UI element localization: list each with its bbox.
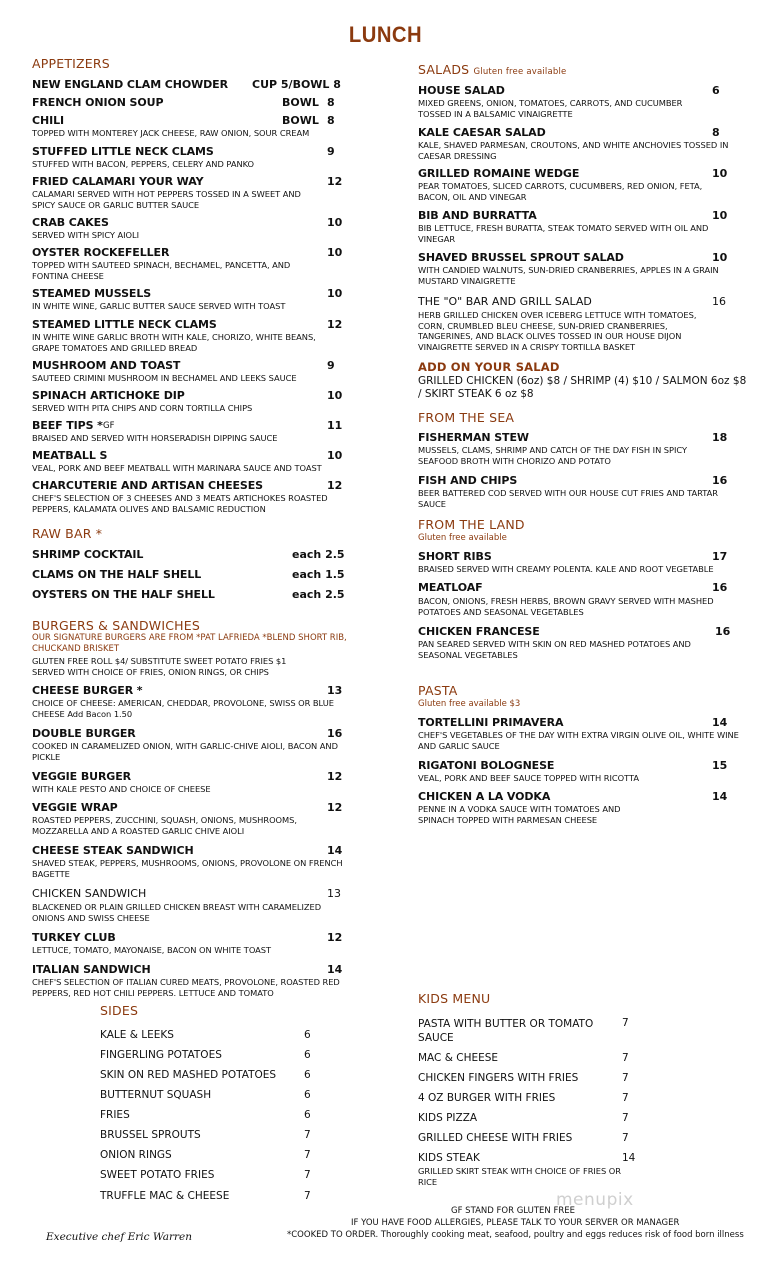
menu-item-price: 9: [327, 359, 335, 372]
salads-gluten-free-note: Gluten free available: [473, 67, 567, 77]
menu-item-price: 16: [712, 295, 726, 308]
menu-item-desc: SAUTEED CRIMINI MUSHROOM IN BECHAMEL AND LEEKS SAUCE: [32, 373, 297, 383]
menu-item-price: CUP 5/BOWL 8: [252, 78, 341, 91]
side-item-name: ONION RINGS: [100, 1149, 172, 1161]
menu-item-price: 12: [327, 931, 343, 944]
footer-gluten-free-note: GF STAND FOR GLUTEN FREE: [451, 1206, 575, 1216]
from-the-land-heading: FROM THE LAND: [418, 517, 525, 532]
menu-item-desc: CHEF'S SELECTION OF 3 CHEESES AND 3 MEATS ARTICHOKES ROASTED PEPPERS, KALAMATA OLIVES AND BALSAMIC REDUCTION: [32, 493, 328, 514]
menu-item-desc: MIXED GREENS, ONION, TOMATOES, CARROTS, AND CUCUMBER TOSSED IN A BALSAMIC VINAIGRETTE: [418, 98, 683, 119]
menu-item-name: CHILI: [32, 114, 64, 127]
add-on-heading: ADD ON YOUR SALAD: [418, 360, 560, 374]
kids-item-name: KIDS STEAK: [418, 1152, 480, 1164]
kids-item-price: 7: [622, 1092, 629, 1104]
add-on-options: GRILLED CHICKEN (6oz) $8 / SHRIMP (4) $10 / SALMON 6oz $8 / SKIRT STEAK 6 oz $8: [418, 375, 747, 400]
menu-item-desc: COOKED IN CARAMELIZED ONION, WITH GARLIC-CHIVE AIOLI, BACON AND PICKLE: [32, 741, 338, 762]
menu-item-desc: HERB GRILLED CHICKEN OVER ICEBERG LETTUCE WITH TOMATOES, CORN, CRUMBLED BLEU CHEESE, SUN-DRIED CRANBERRIES, TANGERINES, AND BLACK OLIVES TOSSED IN OUR HOUSE DIJON VINAIGRETTE SERVED IN A CRISPY TORTILLA BASKET: [418, 310, 697, 352]
menu-item-price: 15: [712, 759, 728, 772]
menu-item-name: SPINACH ARTICHOKE DIP: [32, 389, 185, 402]
menu-item-desc: TOPPED WITH SAUTEED SPINACH, BECHAMEL, PANCETTA, AND FONTINA CHEESE: [32, 260, 291, 281]
menu-item-price: 14: [712, 716, 728, 729]
salads-heading-text: SALADS: [418, 62, 470, 77]
kids-item-price: 7: [622, 1052, 629, 1064]
menu-item-price: 17: [712, 550, 728, 563]
menu-item-desc: IN WHITE WINE GARLIC BROTH WITH KALE, CHORIZO, WHITE BEANS, GRAPE TOMATOES AND GRILLED BREAD: [32, 332, 316, 353]
menu-item-name: STEAMED LITTLE NECK CLAMS: [32, 318, 217, 331]
menu-item-desc: IN WHITE WINE, GARLIC BUTTER SAUCE SERVED WITH TOAST: [32, 301, 286, 311]
menu-item-desc: PEAR TOMATOES, SLICED CARROTS, CUCUMBERS, RED ONION, FETA, BACON, OIL AND VINEGAR: [418, 181, 703, 202]
menu-item-price: 10: [712, 167, 728, 180]
side-item-price: 6: [304, 1069, 311, 1081]
menu-item-desc: VEAL, PORK AND BEEF MEATBALL WITH MARINARA SAUCE AND TOAST: [32, 463, 322, 473]
side-item-name: BUTTERNUT SQUASH: [100, 1089, 212, 1101]
menu-item-desc: BLACKENED OR PLAIN GRILLED CHICKEN BREAST WITH CARAMELIZED ONIONS AND SWISS CHEESE: [32, 902, 322, 923]
menu-item-price: 11: [327, 419, 343, 432]
kids-item-name: PASTA WITH BUTTER OR TOMATO SAUCE: [418, 1018, 594, 1044]
menu-item-name: VEGGIE WRAP: [32, 801, 118, 814]
kids-menu-heading: KIDS MENU: [418, 991, 491, 1006]
menu-item-name: CHICKEN SANDWICH: [32, 887, 147, 900]
kids-item-name: GRILLED CHEESE WITH FRIES: [418, 1132, 573, 1144]
side-item-name: FRIES: [100, 1109, 130, 1121]
menu-item-price: 16: [715, 625, 731, 638]
menu-item-desc: PAN SEARED SERVED WITH SKIN ON RED MASHED POTATOES AND SEASONAL VEGETABLES: [418, 639, 691, 660]
side-item-name: BRUSSEL SPROUTS: [100, 1129, 201, 1141]
menu-item-desc: VEAL, PORK AND BEEF SAUCE TOPPED WITH RICOTTA: [418, 773, 639, 783]
kids-item-name: CHICKEN FINGERS WITH FRIES: [418, 1072, 579, 1084]
menu-item-price: 10: [327, 246, 343, 259]
side-item-price: 6: [304, 1049, 311, 1061]
kids-item-price: 7: [622, 1017, 629, 1029]
kids-item-name: MAC & CHEESE: [418, 1052, 499, 1064]
menu-item-desc: MUSSELS, CLAMS, SHRIMP AND CATCH OF THE DAY FISH IN SPICY SEAFOOD BROTH WITH CHORIZO AND POTATO: [418, 445, 687, 466]
salads-heading: [418, 62, 566, 77]
menu-item-desc: LETTUCE, TOMATO, MAYONAISE, BACON ON WHITE TOAST: [32, 945, 272, 955]
menu-item-name: CHEESE STEAK SANDWICH: [32, 844, 194, 857]
menu-item-name: THE "O" BAR AND GRILL SALAD: [418, 295, 592, 308]
gluten-free-tag: GF: [103, 421, 115, 431]
menu-item-desc: WITH KALE PESTO AND CHOICE OF CHEESE: [32, 784, 211, 794]
menu-item-desc: CALAMARI SERVED WITH HOT PEPPERS TOSSED IN A SWEET AND SPICY SAUCE OR GARLIC BUTTER SAUCE: [32, 189, 301, 210]
executive-chef-credit: Executive chef Eric Warren: [46, 1231, 193, 1243]
menu-item-desc: BRAISED SERVED WITH CREAMY POLENTA. KALE AND ROOT VEGETABLE: [418, 564, 714, 574]
menu-item-desc: BEER BATTERED COD SERVED WITH OUR HOUSE CUT FRIES AND TARTAR SAUCE: [418, 488, 719, 509]
kids-item-price: 7: [622, 1112, 629, 1124]
side-item-price: 6: [304, 1109, 311, 1121]
menu-item-desc: BACON, ONIONS, FRESH HERBS, BROWN GRAVY SERVED WITH MASHED POTATOES AND SEASONAL VEGETABLES: [418, 596, 714, 617]
menu-item-name: MUSHROOM AND TOAST: [32, 359, 181, 372]
menu-item-desc: SHAVED STEAK, PEPPERS, MUSHROOMS, ONIONS, PROVOLONE ON FRENCH BAGETTE: [32, 858, 343, 879]
menu-item-price: 8: [712, 126, 720, 139]
appetizers-heading: APPETIZERS: [32, 56, 110, 71]
raw-bar-heading: RAW BAR *: [32, 526, 103, 541]
menu-item-name: SHRIMP COCKTAIL: [32, 548, 144, 561]
kids-item-price: 14: [622, 1152, 636, 1164]
menu-item-name: CHICKEN FRANCESE: [418, 625, 540, 638]
menu-item-price: 12: [327, 479, 343, 492]
side-item-price: 6: [304, 1089, 311, 1101]
kids-item-name: KIDS PIZZA: [418, 1112, 478, 1124]
menu-item-price: 18: [712, 431, 728, 444]
served-with-note: SERVED WITH CHOICE OF FRIES, ONION RINGS, OR CHIPS: [32, 667, 269, 677]
menu-item-name: MEATLOAF: [418, 581, 483, 594]
menu-item-name: DOUBLE BURGER: [32, 727, 136, 740]
menu-item-name: OYSTERS ON THE HALF SHELL: [32, 588, 215, 601]
side-item-name: SWEET POTATO FRIES: [100, 1169, 215, 1181]
menu-item-price-label: BOWL: [282, 96, 319, 109]
menu-item-price: 14: [327, 963, 343, 976]
signature-burger-note: OUR SIGNATURE BURGERS ARE FROM *PAT LAFRIEDA *BLEND SHORT RIB, CHUCKAND BRISKET: [32, 633, 347, 654]
menu-item-name: CHICKEN A LA VODKA: [418, 790, 551, 803]
menu-item-price-label: BOWL: [282, 114, 319, 127]
menu-item-desc: SERVED WITH SPICY AIOLI: [32, 230, 140, 240]
menu-item-name: GRILLED ROMAINE WEDGE: [418, 167, 580, 180]
menu-item-price: 12: [327, 318, 343, 331]
side-item-name: SKIN ON RED MASHED POTATOES: [100, 1069, 277, 1081]
side-item-name: KALE & LEEKS: [100, 1029, 174, 1041]
side-item-name: TRUFFLE MAC & CHEESE: [100, 1190, 230, 1202]
menu-item-name: RIGATONI BOLOGNESE: [418, 759, 555, 772]
menu-item-desc: KALE, SHAVED PARMESAN, CROUTONS, AND WHITE ANCHOVIES TOSSED IN CAESAR DRESSING: [418, 140, 729, 161]
menu-item-desc: WITH CANDIED WALNUTS, SUN-DRIED CRANBERRIES, APPLES IN A GRAIN MUSTARD VINAIGRETTE: [418, 265, 719, 286]
menu-item-name: FISHERMAN STEW: [418, 431, 529, 444]
menu-item-price: 14: [327, 844, 343, 857]
menu-item-name: HOUSE SALAD: [418, 84, 505, 97]
menu-item-desc: PENNE IN A VODKA SAUCE WITH TOMATOES AND SPINACH TOPPED WITH PARMESAN CHEESE: [418, 804, 621, 825]
side-item-price: 7: [304, 1190, 311, 1202]
kids-item-name: 4 OZ BURGER WITH FRIES: [418, 1092, 556, 1104]
side-item-price: 6: [304, 1029, 311, 1041]
menu-item-name: SHORT RIBS: [418, 550, 492, 563]
menu-item-desc: BIB LETTUCE, FRESH BURATTA, STEAK TOMATO SERVED WITH OIL AND VINEGAR: [418, 223, 709, 244]
menu-item-price: 14: [712, 790, 728, 803]
menu-item-name: STEAMED MUSSELS: [32, 287, 152, 300]
side-item-name: FINGERLING POTATOES: [100, 1049, 222, 1061]
menu-item-price: each 1.5: [292, 568, 345, 581]
menu-item-name: VEGGIE BURGER: [32, 770, 132, 783]
kids-item-price: 7: [622, 1072, 629, 1084]
side-item-price: 7: [304, 1169, 311, 1181]
menu-item-price: 10: [712, 209, 728, 222]
menu-item-desc: TOPPED WITH MONTEREY JACK CHEESE, RAW ONION, SOUR CREAM: [32, 128, 310, 138]
menu-item-name: NEW ENGLAND CLAM CHOWDER: [32, 78, 228, 91]
menu-item-price: 6: [712, 84, 720, 97]
menu-item-name: FRIED CALAMARI YOUR WAY: [32, 175, 204, 188]
menu-item-price: 16: [712, 474, 728, 487]
menu-item-name: FRENCH ONION SOUP: [32, 96, 164, 109]
menu-item-price: 9: [327, 145, 335, 158]
menu-item-price: 16: [712, 581, 728, 594]
menu-item-desc: CHEF'S SELECTION OF ITALIAN CURED MEATS, PROVOLONE, ROASTED RED PEPPERS, RED HOT CHILI PEPPERS. LETTUCE AND TOMATO: [32, 977, 340, 998]
watermark: menupix: [556, 1190, 634, 1210]
menu-item-name: ITALIAN SANDWICH: [32, 963, 151, 976]
menu-item-price: 10: [327, 449, 343, 462]
menu-item-name: KALE CAESAR SALAD: [418, 126, 546, 139]
menu-item-price: 12: [327, 175, 343, 188]
menu-item-name: BEEF TIPS *: [32, 419, 103, 432]
page-title: LUNCH: [348, 22, 423, 47]
footer-allergy-note: IF YOU HAVE FOOD ALLERGIES, PLEASE TALK TO YOUR SERVER OR MANAGER: [351, 1218, 680, 1228]
pasta-heading: PASTA: [418, 683, 458, 698]
menu-item-price: each 2.5: [292, 548, 345, 561]
menu-item-price: 8: [327, 96, 335, 109]
menu-item-name: CHEESE BURGER *: [32, 684, 143, 697]
menu-item-price: 10: [327, 287, 343, 300]
kids-item-price: 7: [622, 1132, 629, 1144]
menu-item-name: CRAB CAKES: [32, 216, 109, 229]
sides-heading: SIDES: [100, 1003, 139, 1018]
menu-item-desc: SERVED WITH PITA CHIPS AND CORN TORTILLA CHIPS: [32, 403, 253, 413]
footer-cooked-to-order-note: *COOKED TO ORDER. Thoroughly cooking meat, seafood, poultry and eggs reduces risk of food born illness: [287, 1230, 744, 1240]
menu-item-name: STUFFED LITTLE NECK CLAMS: [32, 145, 214, 158]
side-item-price: 7: [304, 1149, 311, 1161]
menu-item-name: CHARCUTERIE AND ARTISAN CHEESES: [32, 479, 263, 492]
menu-item-name: OYSTER ROCKEFELLER: [32, 246, 170, 259]
kids-item-desc: GRILLED SKIRT STEAK WITH CHOICE OF FRIES OR RICE: [418, 1166, 621, 1187]
menu-item-name: BIB AND BURRATTA: [418, 209, 537, 222]
menu-item-name: FISH AND CHIPS: [418, 474, 518, 487]
menu-item-price: 8: [327, 114, 335, 127]
menu-item-price: 16: [327, 727, 343, 740]
from-the-sea-heading: FROM THE SEA: [418, 410, 515, 425]
menu-item-price: each 2.5: [292, 588, 345, 601]
burgers-heading: BURGERS & SANDWICHES: [32, 618, 201, 633]
menu-item-desc: CHOICE OF CHEESE: AMERICAN, CHEDDAR, PROVOLONE, SWISS OR BLUE CHEESE Add Bacon 1.50: [32, 698, 334, 719]
menu-item-name: SHAVED BRUSSEL SPROUT SALAD: [418, 251, 624, 264]
menu-item-price: 13: [327, 684, 343, 697]
menu-item-desc: STUFFED WITH BACON, PEPPERS, CELERY AND PANKO: [32, 159, 255, 169]
menu-item-price: 10: [327, 389, 343, 402]
menu-item-name: CLAMS ON THE HALF SHELL: [32, 568, 202, 581]
menu-item-name: TURKEY CLUB: [32, 931, 116, 944]
menu-item-name: MEATBALL S: [32, 449, 108, 462]
pasta-gluten-free-note: Gluten free available $3: [418, 699, 521, 709]
gluten-free-roll-note: GLUTEN FREE ROLL $4/ SUBSTITUTE SWEET POTATO FRIES $1: [32, 656, 287, 666]
side-item-price: 7: [304, 1129, 311, 1141]
menu-item-price: 12: [327, 801, 343, 814]
menu-item-price: 13: [327, 887, 341, 900]
menu-item-desc: CHEF'S VEGETABLES OF THE DAY WITH EXTRA VIRGIN OLIVE OIL, WHITE WINE AND GARLIC SAUCE: [418, 730, 739, 751]
menu-item-name: TORTELLINI PRIMAVERA: [418, 716, 564, 729]
menu-item-price: 12: [327, 770, 343, 783]
menu-item-price: 10: [327, 216, 343, 229]
menu-item-price: 10: [712, 251, 728, 264]
land-gluten-free-note: Gluten free available: [418, 533, 507, 543]
menu-item-desc: ROASTED PEPPERS, ZUCCHINI, SQUASH, ONIONS, MUSHROOMS, MOZZARELLA AND A ROASTED GARLIC CHIVE AIOLI: [32, 815, 297, 836]
menu-item-desc: BRAISED AND SERVED WITH HORSERADISH DIPPING SAUCE: [32, 433, 278, 443]
